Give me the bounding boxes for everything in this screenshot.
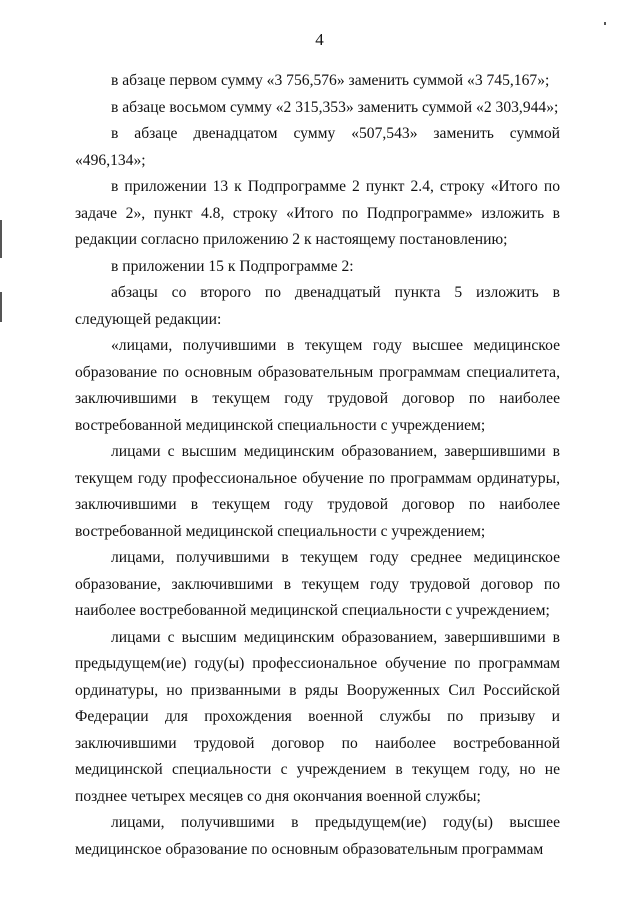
paragraph: лицами с высшим медицинским образованием, завершившими в текущем году профессиональное обучение по программам ординатуры, заключившими в текущем году трудовой договор по наиболее востребованной медицинской специальности с учреждением; — [75, 443, 560, 540]
paragraph: лицами, получившими в предыдущем(ие) году(ы) высшее медицинское образование по основным образовательным программам — [75, 814, 560, 858]
scan-mark — [0, 220, 2, 258]
paragraph: абзацы со второго по двенадцатый пункта 5 изложить в следующей редакции: — [75, 284, 560, 328]
paragraph: в приложении 13 к Подпрограмме 2 пункт 2.4, строку «Итого по задаче 2», пункт 4.8, строку «Итого по Подпрограмме» изложить в редакции согласно приложению 2 к настоящему постановлению; — [75, 178, 560, 248]
paragraph: лицами, получившими в текущем году среднее медицинское образование, заключившими в текущем году трудовой договор по наиболее востребованной медицинской специальности с учреждением; — [75, 549, 560, 619]
paragraph: в абзаце первом сумму «3 756,576» заменить суммой «3 745,167»; — [111, 72, 550, 89]
paragraph: в абзаце двенадцатом сумму «507,543» заменить суммой «496,134»; — [75, 125, 560, 169]
paragraph: лицами с высшим медицинским образованием, завершившими в предыдущем(ие) году(ы) профессиональное обучение по программам ординатуры, но призванными в ряды Вооруженных Сил Российской Федерации для прохождения военной службы по призыву и заключившими трудовой договор по наиболее востребованной медицинской специальности с учреждением в текущем году, но не позднее четырех месяцев со дня окончания военной службы; — [75, 628, 560, 805]
document-body — [75, 68, 560, 863]
paragraph: «лицами, получившими в текущем году высшее медицинское образование по основным образовательным программам специалитета, заключившими в текущем году трудовой договор по наиболее востребованной медицинской специальности с учреждением; — [75, 337, 560, 434]
page-number: 4 — [315, 30, 324, 49]
paragraph: в приложении 15 к Подпрограмме 2: — [111, 257, 354, 275]
scan-mark — [0, 292, 2, 322]
scan-mark — [604, 22, 606, 25]
paragraph: в абзаце восьмом сумму «2 315,353» заменить суммой «2 303,944»; — [111, 98, 559, 116]
